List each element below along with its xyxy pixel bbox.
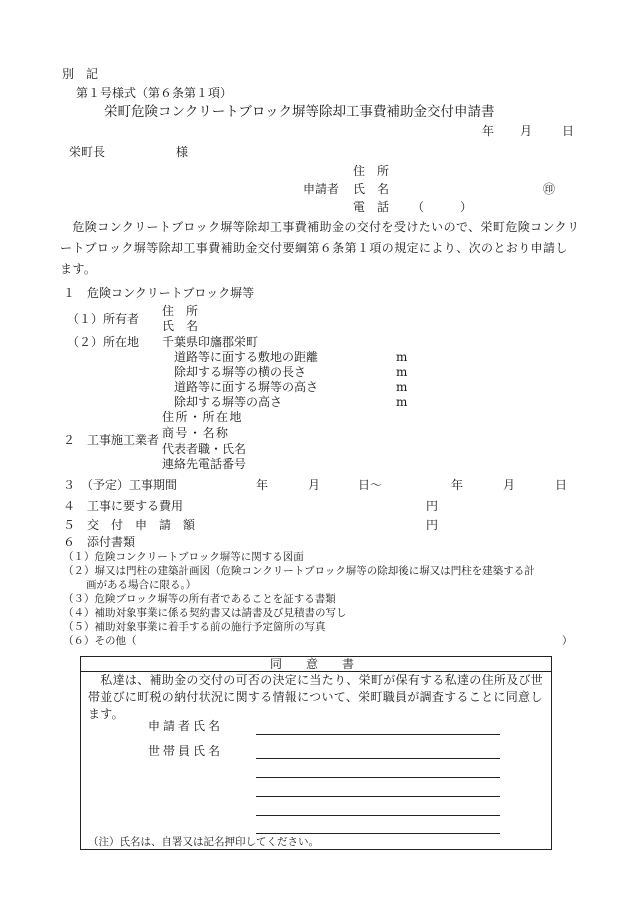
owner-name-label: 氏 名 [162,319,199,333]
honorific: 様 [176,145,189,159]
applicant-name-label: 氏 名 [353,182,390,196]
consent-applicant-name-label: 申請者氏名 [148,719,224,733]
applicant-phone-paren: （ ） [412,200,473,214]
household-signature-line[interactable] [256,796,500,797]
measurement-label: 道路等に面する敷地の距離 [174,350,319,364]
date-month-label: 月 [520,124,533,138]
attachment-item-close-paren: ） [562,635,573,647]
applicant-phone-label: 電 話 [353,200,390,214]
grant-amount-unit: 円 [426,518,439,532]
attachment-item: （６）その他（ [63,635,137,647]
attachment-item: 画がある場合に限る。） [86,579,197,591]
consent-note: （注）氏名は、自署又は記名押印してください。 [88,836,319,848]
addressee: 栄町長 [69,145,106,159]
measurement-label: 除却する塀等の横の長さ [174,365,307,379]
work-period-label: ３ （予定）工事期間 [63,478,178,492]
measurement-label: 道路等に面する塀等の高さ [174,380,319,394]
household-signature-line[interactable] [256,777,500,778]
consent-household-name-label: 世帯員氏名 [148,744,224,758]
applicant-signature-line[interactable] [256,734,500,735]
attachment-item: （２）塀又は門柱の建築計画図（危険コンクリートブロック塀等の除却後に塀又は門柱を建築する計 [63,565,535,577]
seal-mark: ㊞ [543,182,556,196]
consent-title: 同 意 書 [270,657,355,671]
attachment-item: （５）補助対象事業に着手する前の施行予定箇所の写真 [63,621,326,633]
construction-cost-unit: 円 [426,499,439,513]
section1-heading: １ 危険コンクリートブロック塀等 [63,286,255,300]
measurement-unit: m [396,380,408,394]
measurement-label: 除却する塀等の高さ [174,395,283,409]
page-title: 栄町危険コンクリートブロック塀等除却工事費補助金交付申請書 [104,104,495,120]
location-value: 千葉県印旛郡栄町 [162,335,259,349]
household-signature-line[interactable] [256,815,500,816]
work-period-month: 月 [308,478,321,492]
household-signature-line[interactable] [256,833,500,834]
owner-label: （１）所有者 [67,312,140,326]
construction-cost-label: ４ 工事に要する費用 [63,499,184,513]
work-period-year-end: 年 [451,478,464,492]
measurement-unit: m [396,365,408,379]
contractor-field-label: 代表者職・氏名 [162,442,247,456]
date-day-label: 日 [562,124,575,138]
attachment-item: （３）危険ブロック塀等の所有者であることを証する書類 [63,593,336,605]
owner-address-label: 住 所 [162,304,199,318]
attachment-item: （４）補助対象事業に係る契約書又は請書及び見積書の写し [63,607,347,619]
annex-label: 別 記 [62,67,99,81]
consent-body: 私達は、補助金の交付の可否の決定に当たり、栄町が保有する私達の住所及び世帯並びに町税の納付状況に関する情報について、栄町職員が調査することに同意します。 [88,673,544,721]
work-period-day-from: 日～ [358,478,383,492]
applicant-address-label: 住 所 [353,164,390,178]
contractor-field-label: 住所・所在地 [162,410,244,424]
work-period-month-end: 月 [503,478,516,492]
household-signature-line[interactable] [256,758,500,759]
work-period-day-end: 日 [555,478,568,492]
contractor-label: ２ 工事施工業者 [63,433,160,447]
applicant-label: 申請者 [303,182,340,196]
attachment-item: （１）危険コンクリートブロック塀等に関する図面 [63,551,304,563]
form-number: 第１号様式（第６条第１項） [76,86,233,100]
grant-amount-label: ５ 交 付 申 請 額 [63,518,196,532]
contractor-field-label: 商号・名称 [162,426,230,440]
date-year-label: 年 [482,124,495,138]
measurement-unit: m [396,395,408,409]
work-period-year: 年 [256,478,269,492]
attachments-heading: ６ 添付書類 [63,535,136,549]
intro-paragraph: 危険コンクリートブロック塀等除却工事費補助金の交付を受けたいので、栄町危険コンクリートブロック塀等除却工事費補助金交付要綱第６条第１項の規定により、次のとおり申請します。 [60,220,580,276]
measurement-unit: m [396,350,408,364]
contractor-field-label: 連絡先電話番号 [162,457,247,471]
location-label: （２）所在地 [67,335,140,349]
